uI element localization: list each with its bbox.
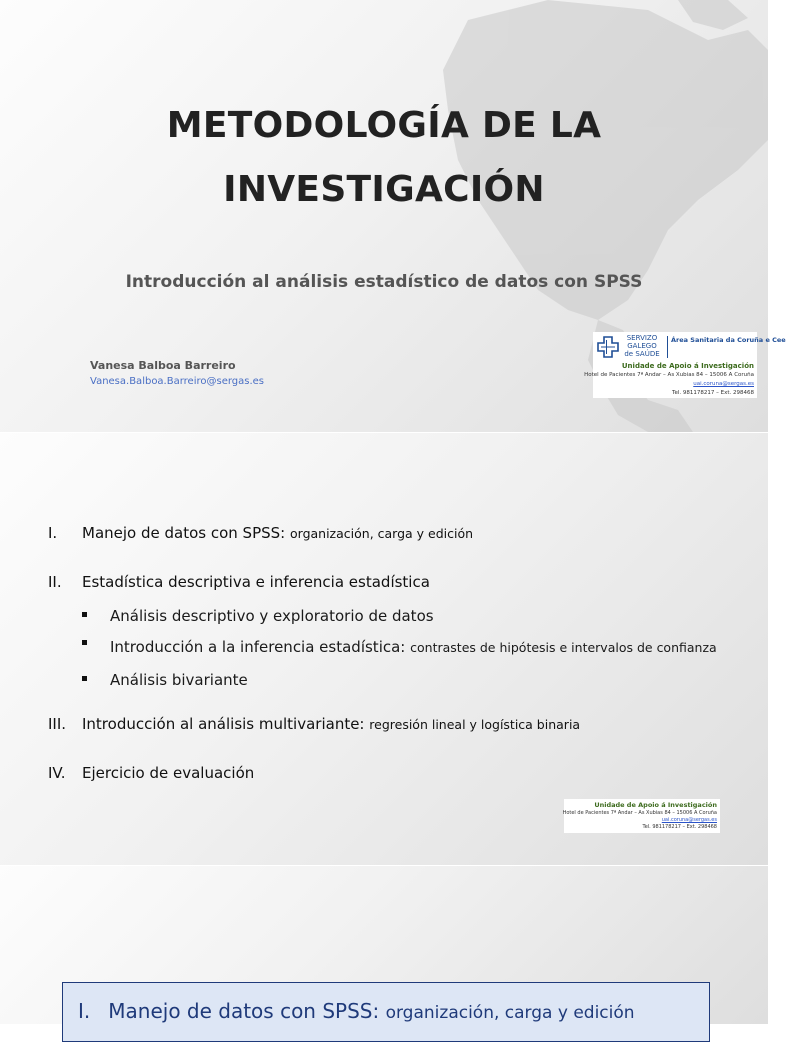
agenda-item-detail: organización, carga y edición [290,526,474,541]
agenda-item [48,523,748,544]
unit-address: Hotel de Pacientes 7ª Andar – As Xubias 84 – 15006 A Coruña [562,810,717,816]
agenda-item-number: IV. [48,764,66,782]
agenda-subitem [82,634,748,662]
agenda-item-title: Manejo de datos con SPSS: [82,524,286,542]
agenda-item-number: III. [48,715,67,733]
bullet-icon [82,640,87,645]
section-heading [78,999,635,1023]
agenda-item-number: I. [48,524,58,542]
agenda-subitem [82,670,748,690]
unit-email-link[interactable]: uai.coruna@sergas.es [693,381,754,387]
unit-address: Hotel de Pacientes 7ª Andar – As Xubias 84 – 15006 A Coruña [584,372,754,378]
agenda-item-title: Estadística descriptiva e inferencia estadística [82,573,430,591]
agenda-subitem-title: Análisis bivariante [110,671,248,689]
agenda-item [48,763,748,783]
unit-phone: Tel. 981178217 – Ext. 298468 [642,824,717,830]
unit-logo-block [564,799,720,833]
agenda-subitem-title: Análisis descriptivo y exploratorio de datos [110,607,434,625]
agenda-item [48,714,748,735]
agenda-item-number: II. [48,573,62,591]
unit-name: Unidade de Apoio á Investigación [621,362,754,370]
author-name: Vanesa Balboa Barreiro [90,359,236,372]
agenda-item-title: Ejercicio de evaluación [82,764,255,782]
title-line-1: METODOLOGÍA DE LA [166,105,602,146]
agenda-item-detail: regresión lineal y logística binaria [369,717,581,732]
bullet-icon [82,676,87,681]
section-header-box [62,982,710,1042]
sergas-logo-block [584,332,786,398]
presentation-subtitle: Introducción al análisis estadístico de datos con SPSS [125,272,643,292]
agenda-subitem-detail: contrastes de hipótesis e intervalos de confianza [410,640,717,655]
logo-divider [667,336,668,358]
section-number: I. [78,999,91,1023]
agenda-item-title: Introducción al análisis multivariante: [82,715,365,733]
cross-icon [597,336,619,358]
unit-name: Unidade de Apoio á Investigación [594,801,717,809]
presentation-title [0,94,768,222]
section-title: Manejo de datos con SPSS: [108,999,380,1023]
author-email: Vanesa.Balboa.Barreiro@sergas.es [90,376,265,387]
agenda-slide [0,433,768,865]
section-slide [0,866,768,1024]
area-name: Área Sanitaria da Coruña e Cee [671,336,786,344]
sergas-logo [597,334,786,360]
unit-email-link[interactable]: uai.coruna@sergas.es [661,817,717,823]
unit-phone: Tel. 981178217 – Ext. 298468 [672,390,754,396]
agenda-item [48,572,748,592]
section-subtitle: organización, carga y edición [385,1003,635,1023]
title-slide [0,0,786,432]
bullet-icon [82,612,87,617]
sergas-org-name: SERVIZO GALEGO de SAÚDE [624,334,660,358]
agenda-list [48,523,748,783]
title-line-2: INVESTIGACIÓN [223,169,545,210]
agenda-subitem [82,606,748,626]
agenda-subitem-title: Introducción a la inferencia estadística: [110,638,406,656]
